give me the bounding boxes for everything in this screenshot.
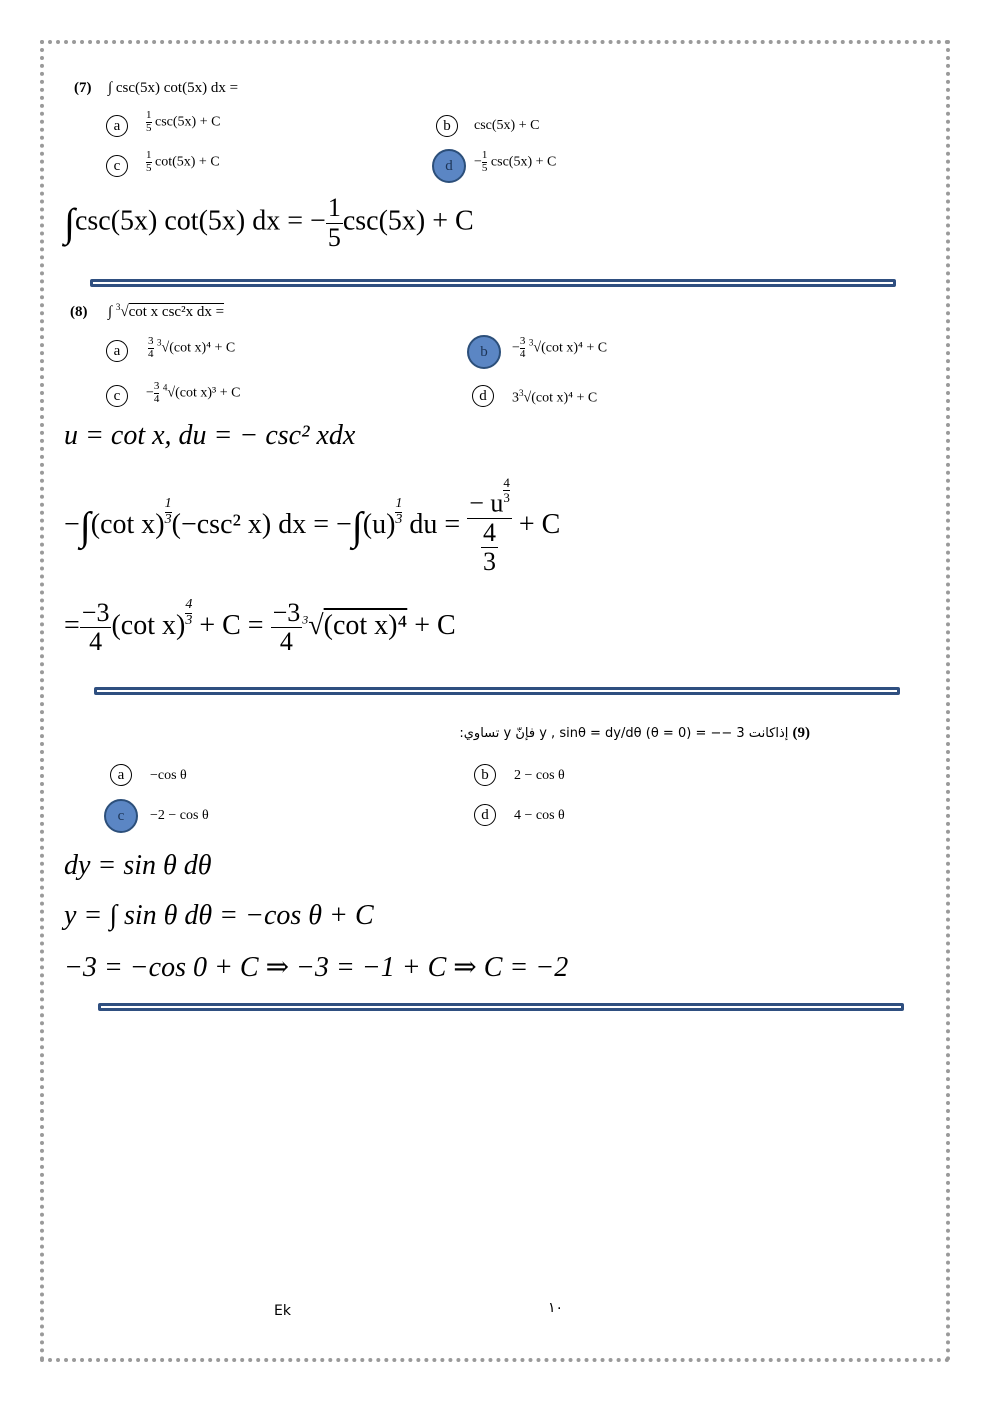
option-b: csc(5x) + C — [474, 118, 540, 133]
page-number: ١٠ — [548, 1300, 564, 1316]
q8-line-2: −∫(cot x) $\frac{1}{3}$ (−csc² x) dx = −∫(u) $\frac{1}{3}$ du = − u $\frac{4}{3}$ $\frac{4}{3}$ + C — [64, 475, 561, 577]
option-d: − $\frac{1}{5}$ csc(5x) + C — [474, 149, 557, 174]
option-c: −2 − cos θ — [150, 808, 209, 823]
option-a-circle[interactable]: a — [106, 115, 128, 137]
option-b: 2 − cos θ — [514, 768, 565, 783]
option-c-circle[interactable]: c — [106, 385, 128, 407]
separator — [90, 279, 896, 287]
footer-author: Ek — [274, 1303, 291, 1319]
option-a: −cos θ — [150, 768, 187, 783]
q8-line-3: = $\frac{-3}{4}$ (cot x) $\frac{4}{3}$ + C = $\frac{-3}{4}$ $^3$√(cot x)⁴ + C — [64, 597, 456, 657]
option-d-circle[interactable]: d — [472, 385, 494, 407]
q7-solution: ∫csc(5x) cot(5x) dx = − $\frac{1}{5}$ csc(5x) + C — [64, 193, 474, 252]
option-b: − $\frac{3}{4}$ $^3$√(cot x)⁴ + C — [512, 335, 608, 360]
question-number: (8) — [70, 304, 88, 320]
option-d-circle[interactable]: d — [474, 804, 496, 826]
q9-line-3: −3 = −cos 0 + C ⇒ −3 = −1 + C ⇒ C = −2 — [64, 952, 569, 983]
question-text: ∫ csc(5x) cot(5x) dx = — [108, 80, 239, 96]
option-d-circle-selected[interactable]: d — [432, 149, 466, 183]
q9-line-2: y = ∫ sin θ dθ = −cos θ + C — [64, 900, 374, 931]
option-b-circle-selected[interactable]: b — [467, 335, 501, 369]
option-c-circle[interactable]: c — [106, 155, 128, 177]
q8-line-1: u = cot x, du = − csc² xdx — [64, 420, 356, 451]
option-b-circle[interactable]: b — [474, 764, 496, 786]
option-c: − $\frac{3}{4}$ $^4$√(cot x)³ + C — [146, 380, 241, 405]
question-text: ∫ $^3$√cot x csc²x dx = — [108, 302, 225, 320]
question-number: (7) — [74, 80, 92, 96]
option-a-circle[interactable]: a — [110, 764, 132, 786]
separator — [94, 687, 900, 695]
option-a: $\frac{1}{5}$ csc(5x) + C — [146, 109, 221, 134]
option-d: 4 − cos θ — [514, 808, 565, 823]
option-d: $3^3√(\cot$ x)⁴ + C — [512, 388, 598, 406]
option-a: $\frac{3}{4}$ $^3$√(cot x)⁴ + C — [148, 335, 236, 360]
separator — [98, 1003, 904, 1011]
option-c: $\frac{1}{5}$ cot(5x) + C — [146, 149, 220, 174]
option-a-circle[interactable]: a — [106, 340, 128, 362]
q9-line-1: dy = sin θ dθ — [64, 850, 212, 881]
question-text-arabic: (9) إذاكانت 3 −− = (0 = θ) y , sinθ = dy/dθ فإنّ y تساوي: — [459, 725, 810, 741]
option-b-circle[interactable]: b — [436, 115, 458, 137]
option-c-circle-selected[interactable]: c — [104, 799, 138, 833]
